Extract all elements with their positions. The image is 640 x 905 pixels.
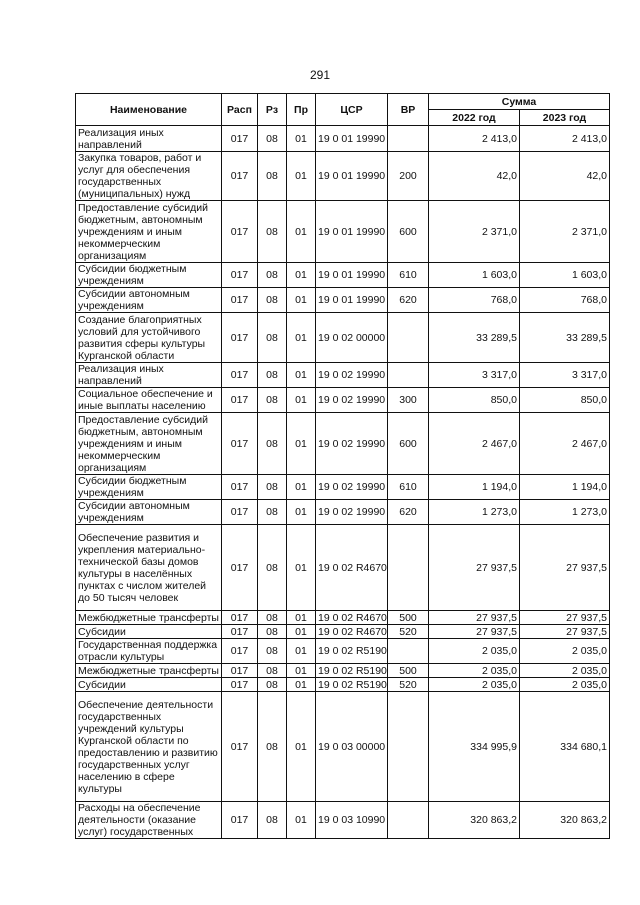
cell-vr: 600 [388,413,429,475]
cell-name: Субсидии [76,625,222,639]
cell-vr: 520 [388,678,429,692]
header-sum: Сумма [429,94,610,110]
table-row [76,288,610,313]
cell-rz: 08 [258,611,287,625]
cell-rz: 08 [258,126,287,152]
cell-rasp: 017 [222,664,258,678]
header-rz: Рз [258,94,287,126]
cell-y2022: 2 467,0 [429,413,520,475]
cell-y2023: 768,0 [520,288,610,313]
cell-vr [388,802,429,839]
cell-rz: 08 [258,363,287,388]
cell-y2022: 3 317,0 [429,363,520,388]
cell-y2023: 33 289,5 [520,313,610,363]
cell-rasp: 017 [222,802,258,839]
cell-pr: 01 [287,126,316,152]
cell-name: Предоставление субсидий бюджетным, автономным учреждениям и иным некоммерческим организациям [76,413,222,475]
cell-y2023: 27 937,5 [520,525,610,611]
cell-vr: 500 [388,611,429,625]
cell-y2022: 320 863,2 [429,802,520,839]
cell-y2022: 42,0 [429,152,520,201]
cell-y2022: 2 035,0 [429,678,520,692]
header-csr: ЦСР [316,94,388,126]
cell-rasp: 017 [222,201,258,263]
cell-y2023: 2 035,0 [520,664,610,678]
table-row [76,363,610,388]
cell-pr: 01 [287,802,316,839]
cell-vr [388,126,429,152]
table-row [76,664,610,678]
cell-y2022: 2 413,0 [429,126,520,152]
cell-vr: 300 [388,388,429,413]
cell-rz: 08 [258,388,287,413]
table-row [76,388,610,413]
cell-name: Социальное обеспечение и иные выплаты населению [76,388,222,413]
cell-csr: 19 0 02 R5190 [316,639,388,664]
table-row [76,611,610,625]
cell-y2023: 27 937,5 [520,625,610,639]
budget-table [75,93,610,839]
header-vr: ВР [388,94,429,126]
cell-pr: 01 [287,625,316,639]
cell-vr [388,525,429,611]
cell-vr: 620 [388,500,429,525]
header-year-2023: 2023 год [520,110,610,126]
table-row [76,802,610,839]
cell-pr: 01 [287,313,316,363]
table-row [76,126,610,152]
cell-pr: 01 [287,639,316,664]
cell-rasp: 017 [222,500,258,525]
table-row [76,625,610,639]
cell-name: Создание благоприятных условий для устойчивого развития сферы культуры Курганской области [76,313,222,363]
cell-csr: 19 0 02 R5190 [316,664,388,678]
cell-csr: 19 0 02 19990 [316,363,388,388]
cell-csr: 19 0 02 19990 [316,413,388,475]
cell-csr: 19 0 03 00000 [316,692,388,802]
cell-name: Субсидии бюджетным учреждениям [76,475,222,500]
cell-y2023: 334 680,1 [520,692,610,802]
cell-rasp: 017 [222,692,258,802]
cell-pr: 01 [287,363,316,388]
cell-rasp: 017 [222,475,258,500]
cell-name: Государственная поддержка отрасли культуры [76,639,222,664]
cell-y2023: 850,0 [520,388,610,413]
cell-name: Межбюджетные трансферты [76,611,222,625]
cell-rasp: 017 [222,625,258,639]
cell-rasp: 017 [222,363,258,388]
cell-csr: 19 0 02 R4670 [316,525,388,611]
cell-csr: 19 0 02 R5190 [316,678,388,692]
cell-name: Межбюджетные трансферты [76,664,222,678]
page-number: 291 [309,68,331,82]
table-row [76,678,610,692]
cell-y2023: 3 317,0 [520,363,610,388]
cell-name: Субсидии автономным учреждениям [76,500,222,525]
table-body [76,126,610,839]
cell-y2023: 2 035,0 [520,639,610,664]
cell-csr: 19 0 01 19990 [316,288,388,313]
cell-pr: 01 [287,263,316,288]
table-row [76,500,610,525]
cell-y2022: 2 035,0 [429,664,520,678]
cell-y2022: 850,0 [429,388,520,413]
cell-csr: 19 0 03 10990 [316,802,388,839]
cell-csr: 19 0 01 19990 [316,152,388,201]
cell-csr: 19 0 01 19990 [316,201,388,263]
cell-rz: 08 [258,625,287,639]
cell-csr: 19 0 02 19990 [316,388,388,413]
cell-pr: 01 [287,413,316,475]
cell-name: Предоставление субсидий бюджетным, автономным учреждениям и иным некоммерческим организациям [76,201,222,263]
header-rasp: Расп [222,94,258,126]
cell-rasp: 017 [222,639,258,664]
cell-rz: 08 [258,802,287,839]
cell-rasp: 017 [222,126,258,152]
cell-name: Расходы на обеспечение деятельности (оказание услуг) государственных [76,802,222,839]
cell-pr: 01 [287,664,316,678]
cell-vr: 500 [388,664,429,678]
cell-vr [388,639,429,664]
cell-rz: 08 [258,263,287,288]
cell-rasp: 017 [222,388,258,413]
table-row [76,263,610,288]
cell-y2023: 2 413,0 [520,126,610,152]
cell-rz: 08 [258,500,287,525]
cell-vr [388,692,429,802]
cell-vr [388,313,429,363]
cell-pr: 01 [287,288,316,313]
cell-vr: 610 [388,263,429,288]
cell-y2022: 33 289,5 [429,313,520,363]
cell-y2023: 27 937,5 [520,611,610,625]
cell-name: Обеспечение развития и укрепления материально-технической базы домов культуры в населённых пунктах с числом жителей до 50 тысяч человек [76,525,222,611]
cell-rasp: 017 [222,288,258,313]
cell-rasp: 017 [222,152,258,201]
cell-y2022: 2 371,0 [429,201,520,263]
cell-rz: 08 [258,201,287,263]
cell-y2022: 768,0 [429,288,520,313]
cell-rz: 08 [258,664,287,678]
table-row [76,413,610,475]
cell-y2023: 1 194,0 [520,475,610,500]
cell-y2023: 320 863,2 [520,802,610,839]
cell-rz: 08 [258,678,287,692]
cell-name: Субсидии [76,678,222,692]
cell-rz: 08 [258,692,287,802]
cell-y2022: 334 995,9 [429,692,520,802]
cell-y2022: 27 937,5 [429,611,520,625]
cell-rz: 08 [258,525,287,611]
cell-y2022: 1 194,0 [429,475,520,500]
table-row [76,692,610,802]
header-year-2022: 2022 год [429,110,520,126]
table-row [76,152,610,201]
cell-y2022: 1 273,0 [429,500,520,525]
cell-name: Реализация иных направлений [76,363,222,388]
cell-vr: 610 [388,475,429,500]
table-row [76,639,610,664]
cell-rz: 08 [258,152,287,201]
cell-name: Обеспечение деятельности государственных учреждений культуры Курганской области по предоставлению и развитию государственных услуг населению в сфере культуры [76,692,222,802]
cell-rasp: 017 [222,313,258,363]
cell-pr: 01 [287,201,316,263]
cell-y2023: 42,0 [520,152,610,201]
cell-csr: 19 0 02 19990 [316,500,388,525]
cell-y2023: 1 273,0 [520,500,610,525]
cell-name: Субсидии автономным учреждениям [76,288,222,313]
table-row [76,525,610,611]
cell-pr: 01 [287,678,316,692]
cell-name: Субсидии бюджетным учреждениям [76,263,222,288]
cell-rz: 08 [258,475,287,500]
cell-y2022: 27 937,5 [429,525,520,611]
cell-pr: 01 [287,152,316,201]
cell-y2023: 2 467,0 [520,413,610,475]
cell-vr: 620 [388,288,429,313]
cell-pr: 01 [287,500,316,525]
cell-rz: 08 [258,313,287,363]
cell-vr: 600 [388,201,429,263]
cell-rz: 08 [258,639,287,664]
cell-pr: 01 [287,611,316,625]
cell-rasp: 017 [222,678,258,692]
cell-csr: 19 0 02 R4670 [316,611,388,625]
cell-pr: 01 [287,525,316,611]
header-pr: Пр [287,94,316,126]
cell-vr: 520 [388,625,429,639]
cell-vr: 200 [388,152,429,201]
cell-y2023: 2 035,0 [520,678,610,692]
cell-name: Закупка товаров, работ и услуг для обеспечения государственных (муниципальных) нужд [76,152,222,201]
cell-name: Реализация иных направлений [76,126,222,152]
table-row [76,475,610,500]
cell-rz: 08 [258,288,287,313]
cell-rasp: 017 [222,525,258,611]
cell-rasp: 017 [222,413,258,475]
cell-y2023: 2 371,0 [520,201,610,263]
cell-y2023: 1 603,0 [520,263,610,288]
cell-pr: 01 [287,692,316,802]
cell-csr: 19 0 02 R4670 [316,625,388,639]
cell-pr: 01 [287,475,316,500]
table-row [76,313,610,363]
cell-rasp: 017 [222,611,258,625]
cell-csr: 19 0 01 19990 [316,263,388,288]
cell-rz: 08 [258,413,287,475]
cell-vr [388,363,429,388]
cell-y2022: 27 937,5 [429,625,520,639]
cell-y2022: 1 603,0 [429,263,520,288]
header-name: Наименование [76,94,222,126]
cell-y2022: 2 035,0 [429,639,520,664]
cell-csr: 19 0 02 19990 [316,475,388,500]
table-row [76,201,610,263]
cell-pr: 01 [287,388,316,413]
cell-rasp: 017 [222,263,258,288]
cell-csr: 19 0 02 00000 [316,313,388,363]
cell-csr: 19 0 01 19990 [316,126,388,152]
